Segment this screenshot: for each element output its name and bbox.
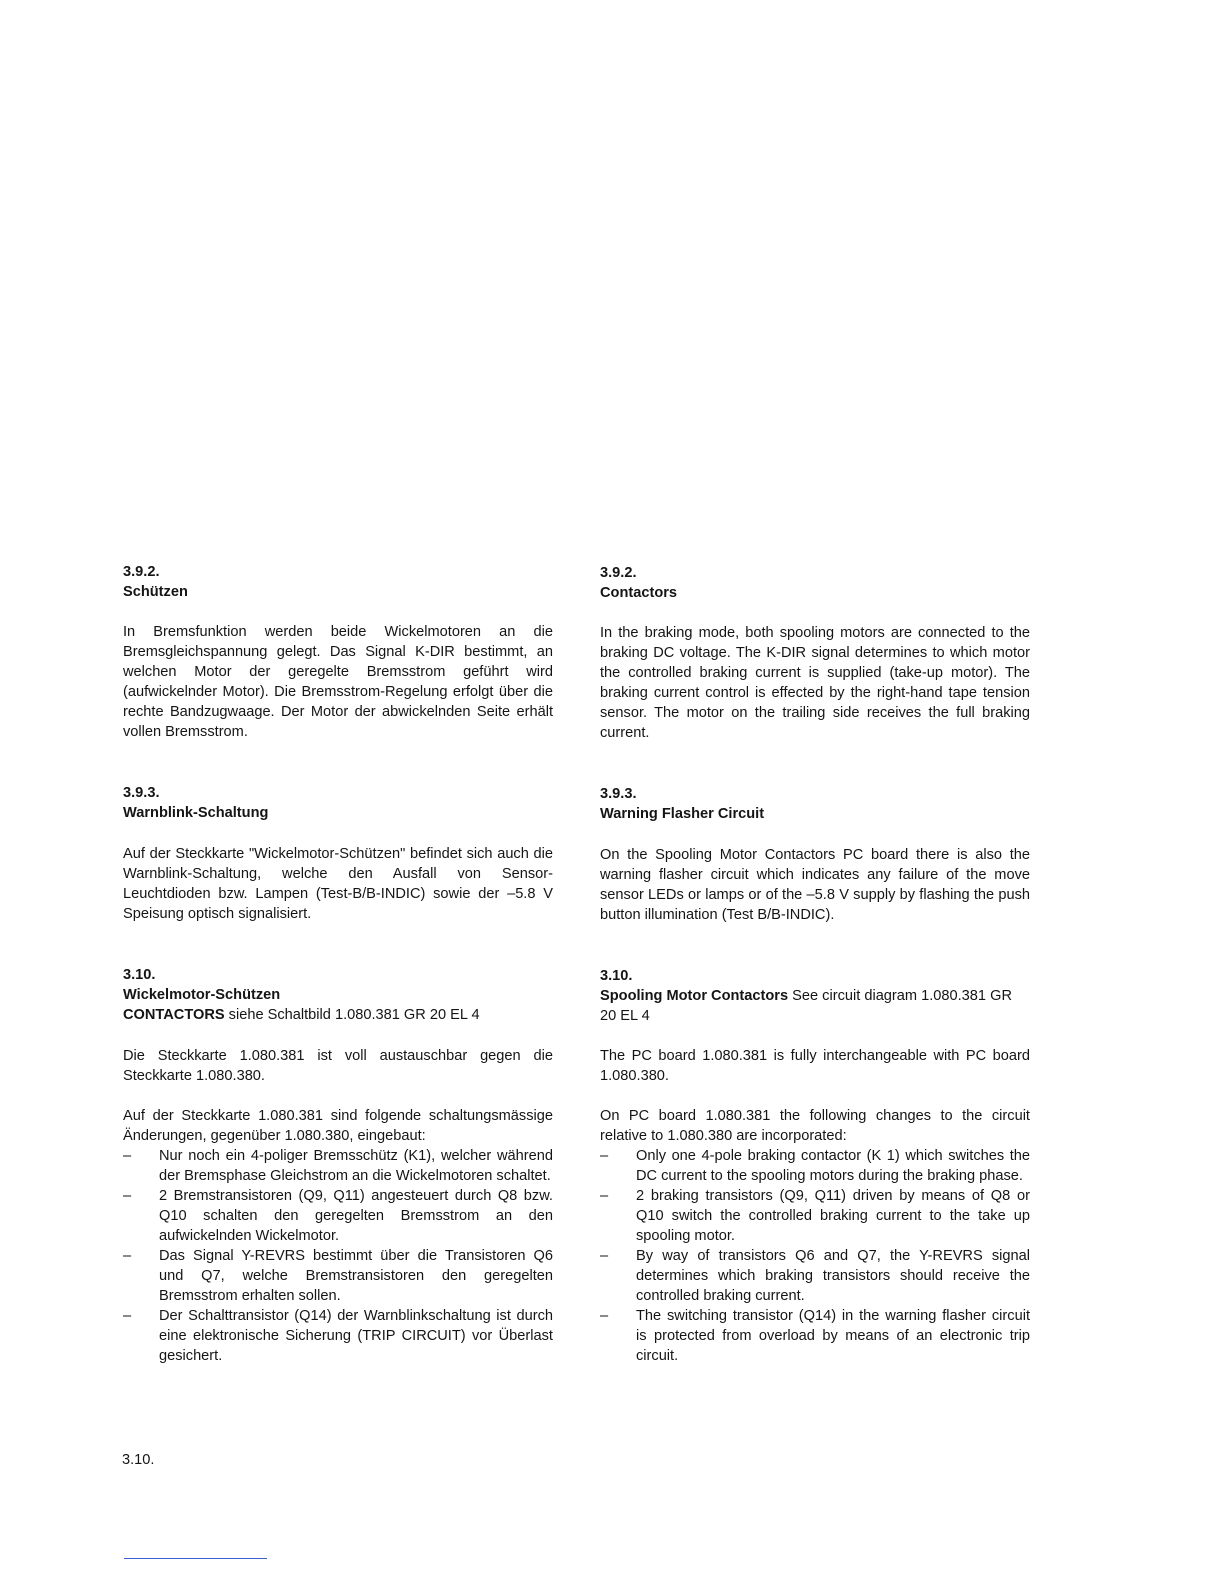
list-item: – Das Signal Y-REVRS bestimmt über die Transistoren Q6 und Q7, welche Bremstransistoren den geregelten Bremsstrom erhalten sollen. <box>123 1246 553 1306</box>
list-item: – Nur noch ein 4-poliger Bremsschütz (K1), welcher während der Bremsphase Gleichstrom an die Wickelmotoren schaltet. <box>123 1146 553 1186</box>
page-number: 3.10. <box>122 1452 155 1468</box>
section-title: Wickelmotor-Schützen <box>123 987 281 1003</box>
change-list <box>600 1146 1030 1366</box>
list-item: – Only one 4-pole braking contactor (K 1) which switches the DC current to the spooling motors during the braking phase. <box>600 1146 1030 1186</box>
section-subtitle <box>123 1005 553 1025</box>
section-text: In Bremsfunktion werden beide Wickelmotoren an die Bremsgleichspannung gelegt. Das Signal K-DIR bestimmt, an welchen Motor der geregelte Bremsstrom geführt wird (aufwickelnder Motor). Die Bremsstrom-Regelung erfolgt über die rechte Bandzugwaage. Der Motor der abwickelnden Seite erhält vollen Bremsstrom. <box>123 624 553 740</box>
section-3-10-en <box>600 966 1030 1366</box>
change-list <box>123 1146 553 1366</box>
list-item: – 2 Bremstransistoren (Q9, Q11) angesteuert durch Q8 bzw. Q10 schalten den geregelten Bremsstrom an den aufwickelnden Wickelmotor. <box>123 1186 553 1246</box>
section-text: In the braking mode, both spooling motors are connected to the braking DC voltage. The K-DIR signal determines to which motor the controlled braking current is supplied (take-up motor). The braking current control is effected by the right-hand tape tension sensor. The motor on the trailing side receives the full braking current. <box>600 625 1030 741</box>
subtitle-bold: CONTACTORS <box>123 1007 225 1023</box>
english-column <box>600 563 1030 1366</box>
german-column <box>123 562 553 1366</box>
section-title <box>600 986 1030 1026</box>
list-item: – The switching transistor (Q14) in the warning flasher circuit is protected from overload by means of an electronic trip circuit. <box>600 1306 1030 1366</box>
section-3-9-2-de <box>123 562 553 742</box>
section-3-9-3-en <box>600 784 1030 925</box>
list-item: – 2 braking transistors (Q9, Q11) driven by means of Q8 or Q10 switch the controlled braking current to the take up spooling motor. <box>600 1186 1030 1246</box>
section-3-9-2-en <box>600 563 1030 743</box>
section-text: On the Spooling Motor Contactors PC board there is also the warning flasher circuit which indicates any failure of the move sensor LEDs or lamps or of the –5.8 V supply by flashing the push button illumination (Test B/B-INDIC). <box>600 847 1030 923</box>
section-number: 3.9.3. <box>123 785 160 801</box>
section-number: 3.9.2. <box>600 565 637 581</box>
section-title: Warnblink-Schaltung <box>123 805 269 821</box>
paragraph: Auf der Steckkarte 1.080.381 sind folgende schaltungsmässige Änderungen, gegenüber 1.080.380, eingebaut: <box>123 1108 553 1144</box>
paragraph: On PC board 1.080.381 the following changes to the circuit relative to 1.080.380 are incorporated: <box>600 1108 1030 1144</box>
paragraph: The PC board 1.080.381 is fully interchangeable with PC board 1.080.380. <box>600 1048 1030 1084</box>
section-number: 3.10. <box>123 967 156 983</box>
section-number: 3.9.3. <box>600 786 637 802</box>
section-number: 3.10. <box>600 968 633 984</box>
paragraph: Die Steckkarte 1.080.381 ist voll austauschbar gegen die Steckkarte 1.080.380. <box>123 1048 553 1084</box>
section-title: Contactors <box>600 585 678 601</box>
section-title: Warning Flasher Circuit <box>600 806 765 822</box>
section-3-10-de <box>123 965 553 1366</box>
footer-divider <box>124 1558 267 1559</box>
section-3-9-3-de <box>123 783 553 924</box>
title-bold: Spooling Motor Contactors <box>600 988 789 1004</box>
section-text: Auf der Steckkarte "Wickelmotor-Schützen" befindet sich auch die Warnblink-Schaltung, welche den Ausfall von Sensor-Leuchtdioden bzw. Lampen (Test-B/B-INDIC) sowie der –5.8 V Speisung optisch signalisiert. <box>123 846 553 922</box>
subtitle-rest: siehe Schaltbild 1.080.381 GR 20 EL 4 <box>224 1007 480 1023</box>
section-number: 3.9.2. <box>123 564 160 580</box>
section-title: Schützen <box>123 584 188 600</box>
list-item: – By way of transistors Q6 and Q7, the Y-REVRS signal determines which braking transistors should receive the controlled braking current. <box>600 1246 1030 1306</box>
list-item: – Der Schalttransistor (Q14) der Warnblinkschaltung ist durch eine elektronische Sicherung (TRIP CIRCUIT) vor Überlast gesichert. <box>123 1306 553 1366</box>
title-rest: See circuit diagram 1.080.381 GR 20 EL 4 <box>600 988 1012 1024</box>
